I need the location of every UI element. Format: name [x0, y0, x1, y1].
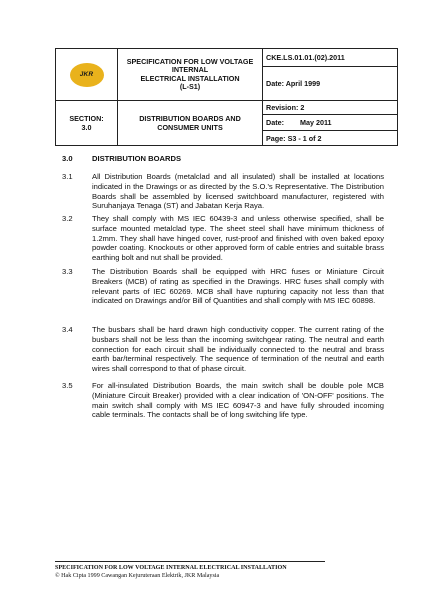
logo-cell	[56, 49, 118, 101]
header-table	[55, 48, 398, 146]
clause-3-2: 3.2 They shall comply with MS IEC 60439-3 and unless otherwise specified, shall be surface mounted metalclad type. The sheet steel shall have minimum thickness of 1.2mm. They shall have hinged cover, rust-proof and finished with oven baked epoxy powder coating. Knockouts or other approved form of cable entries and suitable brass earthing bolt and nut shall be provided.	[62, 214, 384, 263]
footer-divider	[55, 561, 325, 562]
section-cell: SECTION: 3.0	[56, 101, 118, 146]
footer: SPECIFICATION FOR LOW VOLTAGE INTERNAL ELECTRICAL INSTALLATION © Hak Cipta 1999 Cawangan Kejuruteraan Elektrik, JKR Malaysia	[55, 565, 287, 579]
page-number: Page: S3 - 1 of 2	[263, 131, 398, 146]
clause-3-5: 3.5 For all-insulated Distribution Boards, the main switch shall be double pole MCB (Miniature Circuit Breaker) provided with a clear indication of 'ON-OFF' positions. The main switch shall comply with MS IEC 60947-3 and have fully shrouded incoming cable terminals. The contacts shall be of long switching life type.	[62, 381, 384, 420]
spec-title: SPECIFICATION FOR LOW VOLTAGE INTERNAL ELECTRICAL INSTALLATION (L-S1)	[118, 49, 263, 101]
revision-date: Date: May 2011	[263, 115, 398, 131]
clause-3-3: 3.3 The Distribution Boards shall be equipped with HRC fuses or Miniature Circuit Breakers (MCB) of rating as specified in the Drawings. HRC fuses shall comply with relevant parts of IEC 60269. MCB shall have rupturing capacity not less than that indicated on Drawings and/or Bill of Quantities and shall comply with MS IEC 60898.	[62, 267, 384, 306]
section-title: DISTRIBUTION BOARDS AND CONSUMER UNITS	[118, 101, 263, 146]
doc-code: CKE.LS.01.01.(02).2011	[263, 49, 398, 67]
clause-3-4: 3.4 The busbars shall be hard drawn high conductivity copper. The current rating of the busbars shall not be less than the incoming switchgear rating. The neutral and earth connection for each circuit shall be individually connected to the neutral and brass earth bar/terminal respectively. The sequence of termination of the neutral and earth wires shall correspond to that of phase circuit.	[62, 325, 384, 374]
clause-3-1: 3.1 All Distribution Boards (metalclad and all insulated) shall be installed at locations indicated in the Drawings or as directed by the S.O.'s Representative. The Distribution Boards shall be assembled by licensed switchboard manufacturer, registered with Suruhanjaya Tenaga (ST) and Jabatan Kerja Raya.	[62, 172, 384, 211]
jkr-logo: JKR	[70, 63, 104, 87]
revision: Revision: 2	[263, 101, 398, 115]
document-page: JKR SPECIFICATION FOR LOW VOLTAGE INTERNAL ELECTRICAL INSTALLATION (L-S1) CKE.LS.01.01.(02).2011 Date: April 1999 SECTION: 3.0 DISTRIBUTION BOARDS AND CONSUMER UNITS Revision: 2 Date: May 2011 Page: S3 - 1 of 2 3.0 DISTRIBUTION BOARDS 3.1 All Distribution Boards (metalclad and all insulated) shall be installed at locations indicated in the Drawings or as directed by the S.O.'s Representative. The Distribution Boards shall be assembled by licensed switchboard manufacturer, registered with Suruhanjaya Tenaga (ST) and Jabatan Kerja Raya. 3.2 They shall comply with MS IEC 60439-3 and unless otherwise specified, shall be surface mounted metalclad type. The sheet steel shall have minimum thickness of 1.2mm. They shall have hinged cover, rust-proof and finished with oven baked epoxy powder coating. Knockouts or other approved form of cable entries and suitable brass earthing bolt and nut shall be provided. 3.3 The Distribution Boards shall be equipped with HRC fuses or Miniature Circuit Breakers (MCB) of rating as specified in the Drawings. HRC fuses shall comply with relevant parts of IEC 60269. MCB shall have rupturing capacity not less than that indicated on Drawings and/or Bill of Quantities and shall comply with MS IEC 60898. 3.4 The busbars shall be hard drawn high conductivity copper. The current rating of the busbars shall not be less than the incoming switchgear rating. The neutral and earth connection for each circuit shall be individually connected to the neutral and brass earth bar/terminal respectively. The sequence of termination of the neutral and earth wires shall correspond to that of phase circuit. 3.5 For all-insulated Distribution Boards, the main switch shall be double pole MCB (Miniature Circuit Breaker) provided with a clear indication of 'ON-OFF' positions. The main switch shall comply with MS IEC 60947-3 and have fully shrouded incoming cable terminals. The contacts shall be of long switching life type. SPECIFICATION FOR LOW VOLTAGE INTERNAL ELECTRICAL INSTALLATION © Hak Cipta 1999 Cawangan Kejuruteraan Elektrik, JKR Malaysia	[0, 0, 424, 600]
issue-date: Date: April 1999	[263, 66, 398, 100]
